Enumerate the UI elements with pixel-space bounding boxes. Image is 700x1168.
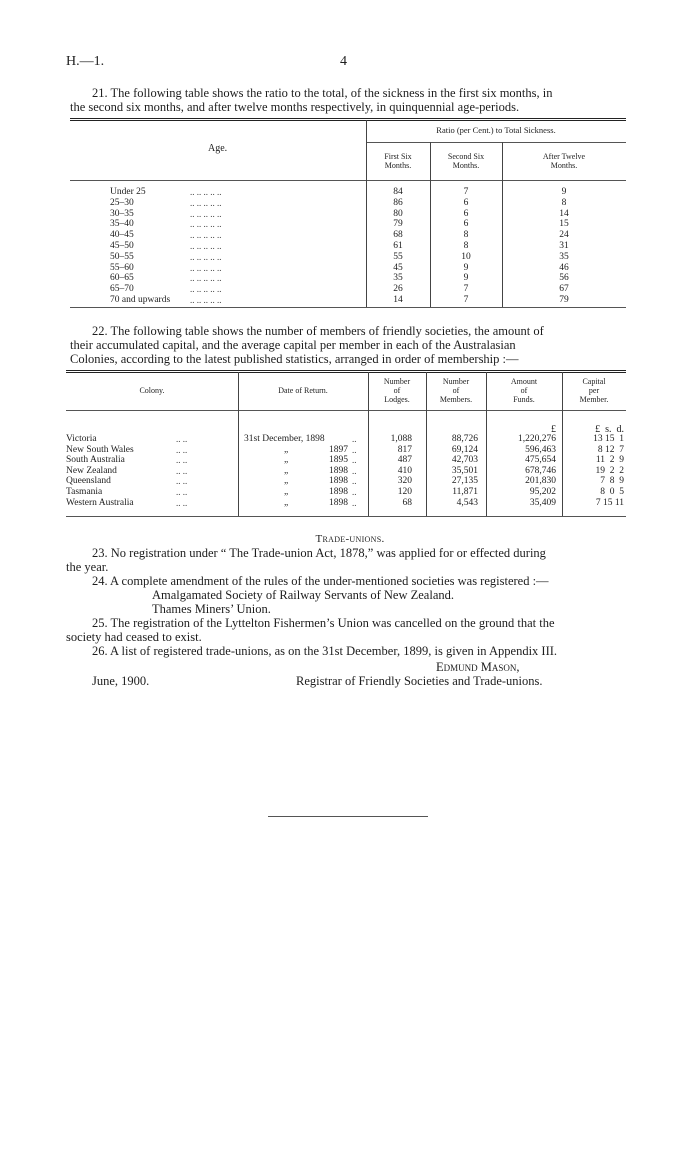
second-six-cell: 7 (463, 187, 469, 197)
leader-dots: .. .. (176, 465, 188, 476)
second-six-cell: 10 (461, 251, 471, 262)
date-cell: 1898 (329, 487, 348, 497)
age-cell: 40–45 (110, 230, 134, 241)
leader-dots: .. .. .. .. .. (190, 219, 222, 230)
leader-dots: .. .. .. .. .. (190, 295, 222, 305)
leader-dots: .. (352, 444, 357, 455)
second-six-cell: 6 (463, 219, 469, 230)
capital-cell: 13 15 1 (593, 434, 624, 444)
members-cell: 4,543 (456, 497, 478, 508)
col-first-six: First Six Months. (384, 152, 412, 170)
leader-dots: .. .. .. .. .. (190, 208, 222, 219)
ditto-mark: „ (284, 476, 289, 487)
second-six-cell: 9 (463, 262, 469, 273)
date-cell: 1898 (329, 497, 348, 508)
after-twelve-cell: 9 (561, 187, 567, 197)
second-six-cell: 6 (463, 197, 469, 208)
leader-dots: .. .. (176, 434, 188, 444)
first-six-cell: 55 (393, 251, 403, 262)
funds-cell: 678,746 (525, 465, 556, 476)
col-second-six: Second Six Months. (447, 152, 485, 170)
after-twelve-cell: 8 (561, 197, 567, 208)
capital-cell: 11 2 9 (595, 455, 624, 466)
members-cell: 27,135 (451, 476, 478, 487)
capital-cell: 19 2 2 (595, 465, 624, 476)
hdr-colony: Colony. (139, 386, 165, 395)
first-six-cell: 35 (393, 273, 403, 284)
leader-dots: .. .. .. .. .. (190, 262, 222, 273)
first-six-cell: 68 (393, 230, 403, 241)
age-header: Age. (208, 143, 228, 154)
colony-cell: Tasmania (66, 487, 103, 497)
ditto-mark: „ (284, 487, 289, 497)
lodges-cell: 410 (397, 465, 412, 476)
after-twelve-cell: 31 (559, 241, 569, 251)
ditto-mark: „ (284, 455, 289, 466)
first-six-cell: 79 (393, 219, 403, 230)
leader-dots: .. .. (176, 497, 188, 508)
lodges-cell: 320 (397, 476, 412, 487)
lodges-cell: 120 (397, 487, 412, 497)
para-24: 24. A complete amendment of the rules of the under-mentioned societies was registered :— (92, 574, 549, 588)
leader-dots: .. .. .. .. .. (190, 284, 222, 295)
lodges-cell: 68 (402, 497, 412, 508)
leader-dots: .. .. (176, 487, 188, 497)
first-six-cell: 45 (393, 262, 403, 273)
colony-cell: South Australia (66, 455, 125, 466)
after-twelve-cell: 15 (559, 219, 569, 230)
second-six-cell: 9 (463, 273, 469, 284)
colony-cell: New South Wales (66, 444, 134, 455)
hdr-date: Date of Return. (278, 386, 328, 395)
leader-dots: .. .. .. .. .. (190, 197, 222, 208)
para-25-line2: society had ceased to exist. (66, 630, 202, 644)
para-26: 26. A list of registered trade-unions, as on the 31st December, 1899, is given in Appendix III. (92, 644, 558, 658)
second-six-cell: 7 (463, 284, 469, 295)
first-six-cell: 26 (393, 284, 403, 295)
second-six-cell: 8 (463, 241, 469, 251)
para-23-line1: 23. No registration under “ The Trade-union Act, 1878,” was applied for or effected during (92, 546, 546, 560)
after-twelve-cell: 24 (559, 230, 569, 241)
society-2: Thames Miners’ Union. (152, 602, 271, 616)
members-cell: 42,703 (451, 455, 478, 466)
colony-cell: Victoria (66, 434, 97, 444)
hdr-members: Number of Members. (439, 377, 473, 404)
date-cell: 1898 (329, 476, 348, 487)
members-cell: 88,726 (451, 434, 478, 444)
leader-dots: .. .. .. .. .. (190, 230, 222, 241)
age-cell: 70 and upwards (110, 295, 171, 305)
para-22-line3: Colonies, according to the latest published statistics, arranged in order of membership :— (70, 352, 519, 366)
colony-cell: Queensland (66, 476, 111, 487)
date-cell: 1898 (329, 465, 348, 476)
leader-dots: .. (352, 434, 357, 444)
para-21-line2: the second six months, and after twelve months respectively, in quinquennial age-periods. (70, 100, 520, 114)
leader-dots: .. .. (176, 444, 188, 455)
leader-dots: .. .. .. .. .. (190, 241, 222, 251)
col-after-twelve: After Twelve Months. (542, 152, 586, 170)
members-cell: 35,501 (451, 465, 478, 476)
members-cell: 69,124 (451, 444, 478, 455)
after-twelve-cell: 56 (559, 273, 569, 284)
funds-cell: 1,220,276 (518, 434, 556, 444)
para-22-line1: 22. The following table shows the number of members of friendly societies, the amount of (92, 324, 544, 338)
signatory-title: Registrar of Friendly Societies and Trade-unions. (296, 674, 543, 688)
age-cell: 55–60 (110, 262, 134, 273)
first-six-cell: 86 (393, 197, 403, 208)
hdr-lodges: Number of Lodges. (383, 377, 411, 404)
age-cell: 30–35 (110, 208, 134, 219)
para-25-line1: 25. The registration of the Lyttelton Fishermen’s Union was cancelled on the ground that the (92, 616, 555, 630)
first-six-cell: 14 (393, 295, 403, 305)
footer-rule (268, 816, 428, 817)
age-cell: 50–55 (110, 251, 134, 262)
funds-cell: 475,654 (525, 455, 556, 466)
trade-unions-heading: Trade-unions. (315, 533, 385, 545)
funds-cell: 35,409 (529, 497, 556, 508)
colony-cell: New Zealand (66, 465, 117, 476)
funds-cell: 201,830 (525, 476, 556, 487)
leader-dots: .. (352, 497, 357, 508)
unit-capital: £ s. d. (595, 424, 624, 435)
after-twelve-cell: 67 (559, 284, 569, 295)
after-twelve-cell: 35 (559, 251, 569, 262)
lodges-cell: 1,088 (390, 434, 412, 444)
date-cell: 31st December, 1898 (244, 434, 325, 444)
leader-dots: .. (352, 487, 357, 497)
lodges-cell: 487 (397, 455, 412, 466)
age-cell: Under 25 (110, 187, 146, 197)
funds-cell: 95,202 (529, 487, 556, 497)
page-number: 4 (340, 54, 347, 69)
ditto-mark: „ (284, 497, 289, 508)
capital-cell: 8 12 7 (597, 444, 624, 455)
date-cell: 1897 (329, 444, 348, 455)
leader-dots: .. .. .. .. .. (190, 251, 222, 262)
after-twelve-cell: 14 (559, 208, 569, 219)
age-cell: 45–50 (110, 241, 134, 251)
second-six-cell: 7 (463, 295, 469, 305)
leader-dots: .. .. (176, 476, 188, 487)
colony-cell: Western Australia (66, 497, 134, 508)
funds-cell: 596,463 (525, 444, 556, 455)
age-cell: 60–65 (110, 273, 134, 284)
age-cell: 65–70 (110, 284, 134, 295)
para-23-line2: the year. (66, 560, 109, 574)
society-1: Amalgamated Society of Railway Servants of New Zealand. (152, 588, 454, 602)
ratio-header: Ratio (per Cent.) to Total Sickness. (436, 125, 556, 135)
second-six-cell: 6 (463, 208, 469, 219)
lodges-cell: 817 (397, 444, 412, 455)
ditto-mark: „ (284, 465, 289, 476)
leader-dots: .. .. .. .. .. (190, 187, 222, 197)
hdr-capital: Capital per Member. (579, 377, 609, 404)
signatory-name: Edmund Mason, (436, 660, 520, 674)
after-twelve-cell: 79 (559, 295, 569, 305)
after-twelve-cell: 46 (559, 262, 569, 273)
first-six-cell: 80 (393, 208, 403, 219)
leader-dots: .. .. (176, 455, 188, 466)
para-21-line1: 21. The following table shows the ratio to the total, of the sickness in the first six months, in (92, 86, 553, 100)
leader-dots: .. .. .. .. .. (190, 273, 222, 284)
age-cell: 25–30 (110, 197, 134, 208)
capital-cell: 8 0 5 (600, 487, 624, 497)
first-six-cell: 84 (393, 187, 403, 197)
members-cell: 11,871 (452, 487, 478, 497)
leader-dots: .. (352, 455, 357, 466)
signature-date: June, 1900. (92, 674, 150, 688)
second-six-cell: 8 (463, 230, 469, 241)
leader-dots: .. (352, 465, 357, 476)
first-six-cell: 61 (393, 241, 403, 251)
age-cell: 35–40 (110, 219, 134, 230)
ditto-mark: „ (284, 444, 289, 455)
para-22-line2: their accumulated capital, and the average capital per member in each of the Australasian (70, 338, 516, 352)
capital-cell: 7 15 11 (595, 497, 624, 508)
date-cell: 1895 (329, 455, 348, 466)
leader-dots: .. (352, 476, 357, 487)
section-code: H.—1. (66, 54, 105, 69)
unit-funds: £ (551, 424, 556, 435)
capital-cell: 7 8 9 (600, 476, 624, 487)
hdr-funds: Amount of Funds. (510, 377, 538, 404)
